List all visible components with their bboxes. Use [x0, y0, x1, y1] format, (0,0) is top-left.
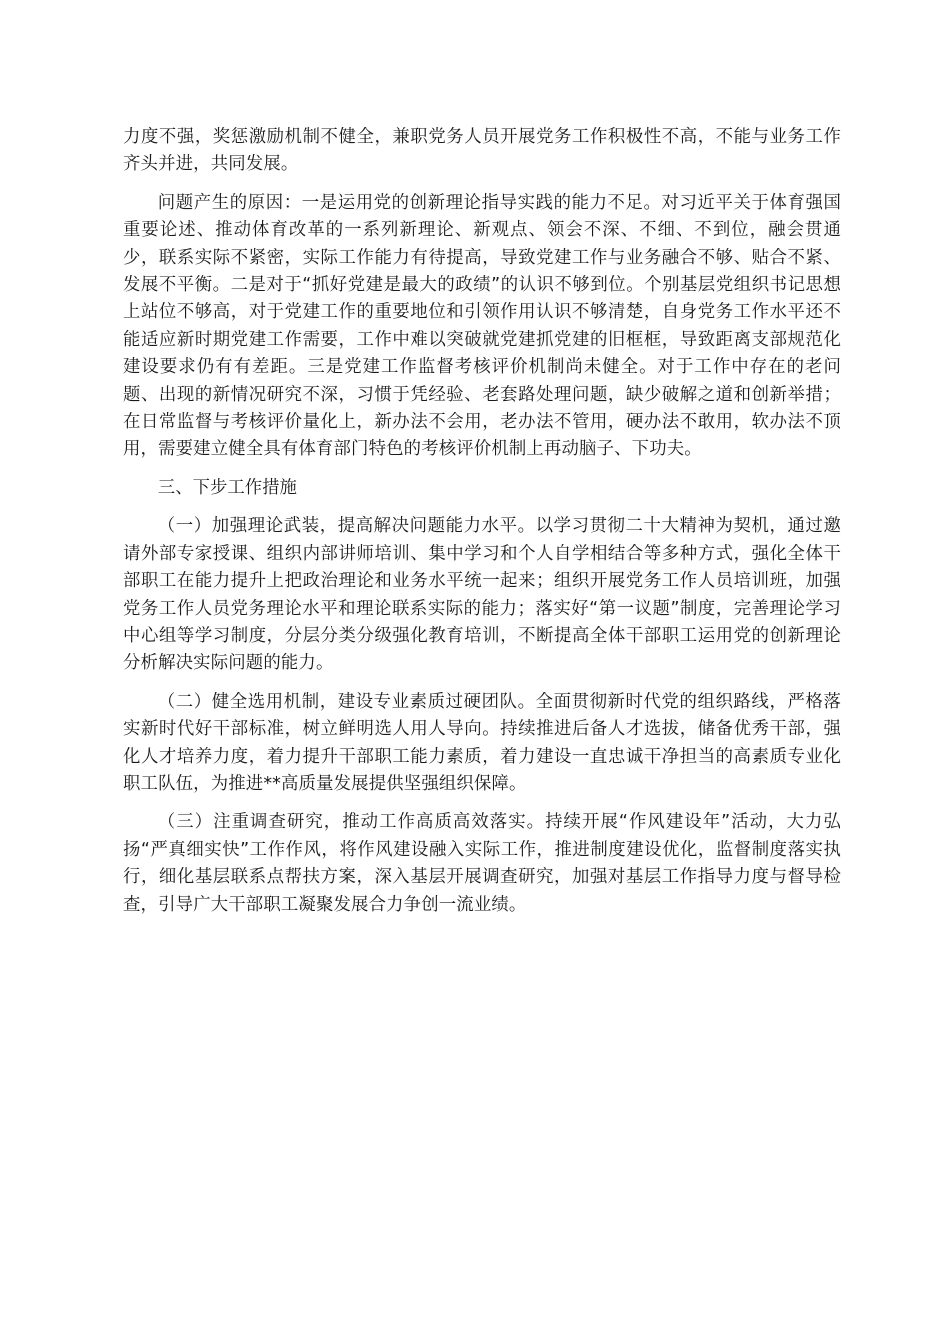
- paragraph-continuation: 力度不强，奖惩激励机制不健全，兼职党务人员开展党务工作积极性不高，不能与业务工作齐头并进，共同发展。: [123, 127, 841, 175]
- measure-paragraph-1: （一）加强理论武装，提高解决问题能力水平。以学习贯彻二十大精神为契机，通过邀请外部专家授课、组织内部讲师培训、集中学习和个人自学相结合等多种方式，强化全体干部职工在能力提升上把政治理论和业务水平统一起来；组织开展党务工作人员培训班，加强党务工作人员党务理论水平和理论联系实际的能力；落实好“第一议题”制度，完善理论学习中心组等学习制度，分层分类分级强化教育培训，不断提高全体干部职工运用党的创新理论分析解决实际问题的能力。: [123, 516, 841, 674]
- measure-paragraph-3: （三）注重调查研究，推动工作高质高效落实。持续开展“作风建设年”活动，大力弘扬“严真细实快”工作作风，将作风建设融入实际工作，推进制度建设优化，监督制度落实执行，细化基层联系点帮扶方案，深入基层开展调查研究，加强对基层工作指导力度与督导检查，引导广大干部职工凝聚发展合力争创一流业绩。: [123, 812, 841, 915]
- document-page: [123, 124, 841, 930]
- paragraph-problem-causes: 问题产生的原因：一是运用党的创新理论指导实践的能力不足。对习近平关于体育强国重要论述、推动体育改革的一系列新理论、新观点、领会不深、不细、不到位，融会贯通少，联系实际不紧密，实际工作能力有待提高，导致党建工作与业务融合不够、贴合不紧、发展不平衡。二是对于“抓好党建是最大的政绩”的认识不够到位。个别基层党组织书记思想上站位不够高，对于党建工作的重要地位和引领作用认识不够清楚，自身党务工作水平还不能适应新时期党建工作需要，工作中难以突破就党建抓党建的旧框框，导致距离支部规范化建设要求仍有有差距。三是党建工作监督考核评价机制尚未健全。对于工作中存在的老问题、出现的新情况研究不深，习惯于凭经验、老套路处理问题，缺少破解之道和创新举措；在日常监督与考核评价量化上，新办法不会用，老办法不管用，硬办法不敢用，软办法不顶用，需要建立健全具有体育部门特色的考核评价机制上再动脑子、下功夫。: [123, 192, 841, 460]
- section-heading: 三、下步工作措施: [157, 477, 297, 498]
- measure-paragraph-2: （二）健全选用机制，建设专业素质过硬团队。全面贯彻新时代党的组织路线，严格落实新时代好干部标准，树立鲜明选人用人导向。持续推进后备人才选拔，储备优秀干部，强化人才培养力度，着力提升干部职工能力素质，着力建设一直忠诚干净担当的高素质专业化职工队伍，为推进**高质量发展提供坚强组织保障。: [123, 691, 841, 794]
